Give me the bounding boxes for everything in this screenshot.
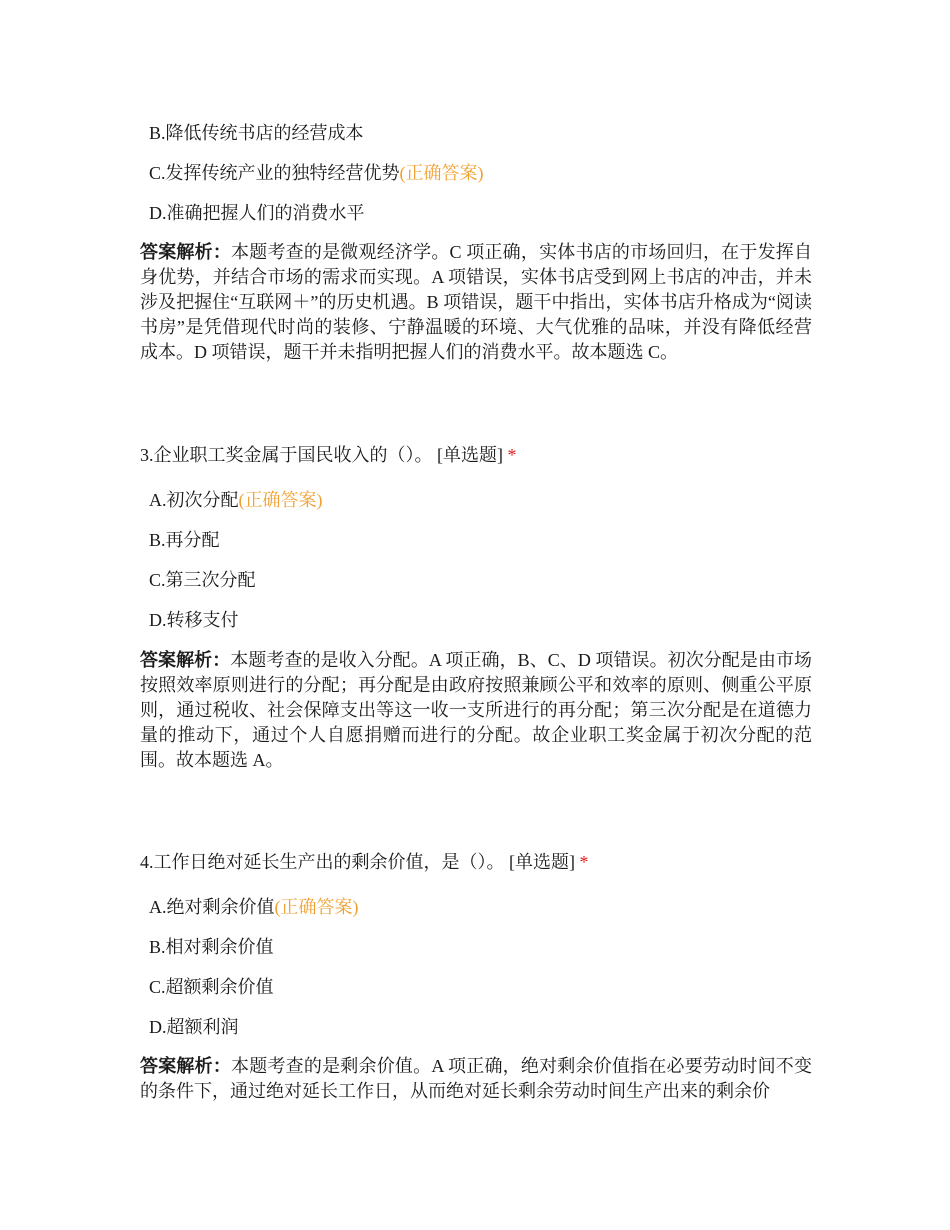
- answer-analysis: [140, 1054, 812, 1104]
- correct-answer-tag: (正确答案): [399, 163, 484, 183]
- option-list: [140, 113, 484, 233]
- option-c[interactable]: [140, 560, 323, 600]
- option-text: C.超额剩余价值: [149, 977, 274, 997]
- answer-analysis: [140, 240, 812, 365]
- question-title: [140, 851, 589, 873]
- option-text: D.超额利润: [149, 1017, 239, 1037]
- option-text: D.准确把握人们的消费水平: [149, 203, 365, 223]
- option-d[interactable]: [140, 193, 484, 233]
- option-text: A.初次分配: [149, 490, 239, 510]
- option-b[interactable]: [140, 113, 484, 153]
- question-title: [140, 444, 517, 466]
- option-text: C.发挥传统产业的独特经营优势: [149, 163, 400, 183]
- analysis-text: 本题考查的是微观经济学。C 项正确，实体书店的市场回归，在于发挥自身优势，并结合市场的需求而实现。A 项错误，实体书店受到网上书店的冲击，并未涉及把握住“互联网＋”的历史机遇。B 项错误，题干中指出，实体书店升格成为“阅读书房”是凭借现代时尚的装修、宁静温暖的环境、大气优雅的品味，并没有降低经营成本。D 项错误，题干并未指明把握人们的消费水平。故本题选 C。: [140, 242, 812, 362]
- analysis-text: 本题考查的是收入分配。A 项正确，B、C、D 项错误。初次分配是由市场按照效率原则进行的分配；再分配是由政府按照兼顾公平和效率的原则、侧重公平原则，通过税收、社会保障支出等这一收一支所进行的再分配；第三次分配是在道德力量的推动下，通过个人自愿捐赠而进行的分配。故企业职工奖金属于初次分配的范围。故本题选 A。: [140, 650, 813, 770]
- correct-answer-tag: (正确答案): [274, 897, 359, 917]
- required-mark: *: [579, 852, 589, 872]
- option-text: A.绝对剩余价值: [149, 897, 275, 917]
- option-b[interactable]: [140, 520, 323, 560]
- analysis-label: 答案解析：: [140, 650, 231, 670]
- option-text: D.转移支付: [149, 610, 239, 630]
- option-b[interactable]: [140, 927, 359, 967]
- correct-answer-tag: (正确答案): [238, 490, 323, 510]
- option-a[interactable]: [140, 480, 323, 520]
- question-text: 3.企业职工奖金属于国民收入的（）。 [单选题]: [140, 445, 503, 465]
- analysis-label: 答案解析：: [140, 242, 232, 262]
- option-d[interactable]: [140, 600, 323, 640]
- option-text: B.降低传统书店的经营成本: [149, 123, 364, 143]
- option-list: [140, 887, 359, 1047]
- analysis-label: 答案解析：: [140, 1056, 232, 1076]
- option-c[interactable]: [140, 153, 484, 193]
- answer-analysis: [140, 648, 812, 773]
- option-a[interactable]: [140, 887, 359, 927]
- required-mark: *: [507, 445, 517, 465]
- option-c[interactable]: [140, 967, 359, 1007]
- option-list: [140, 480, 323, 640]
- option-text: B.相对剩余价值: [149, 937, 274, 957]
- analysis-text: 本题考查的是剩余价值。A 项正确，绝对剩余价值指在必要劳动时间不变的条件下，通过绝对延长工作日，从而绝对延长剩余劳动时间生产出来的剩余价: [140, 1056, 812, 1101]
- option-text: C.第三次分配: [149, 570, 256, 590]
- option-d[interactable]: [140, 1007, 359, 1047]
- question-text: 4.工作日绝对延长生产出的剩余价值，是（）。 [单选题]: [140, 852, 575, 872]
- option-text: B.再分配: [149, 530, 220, 550]
